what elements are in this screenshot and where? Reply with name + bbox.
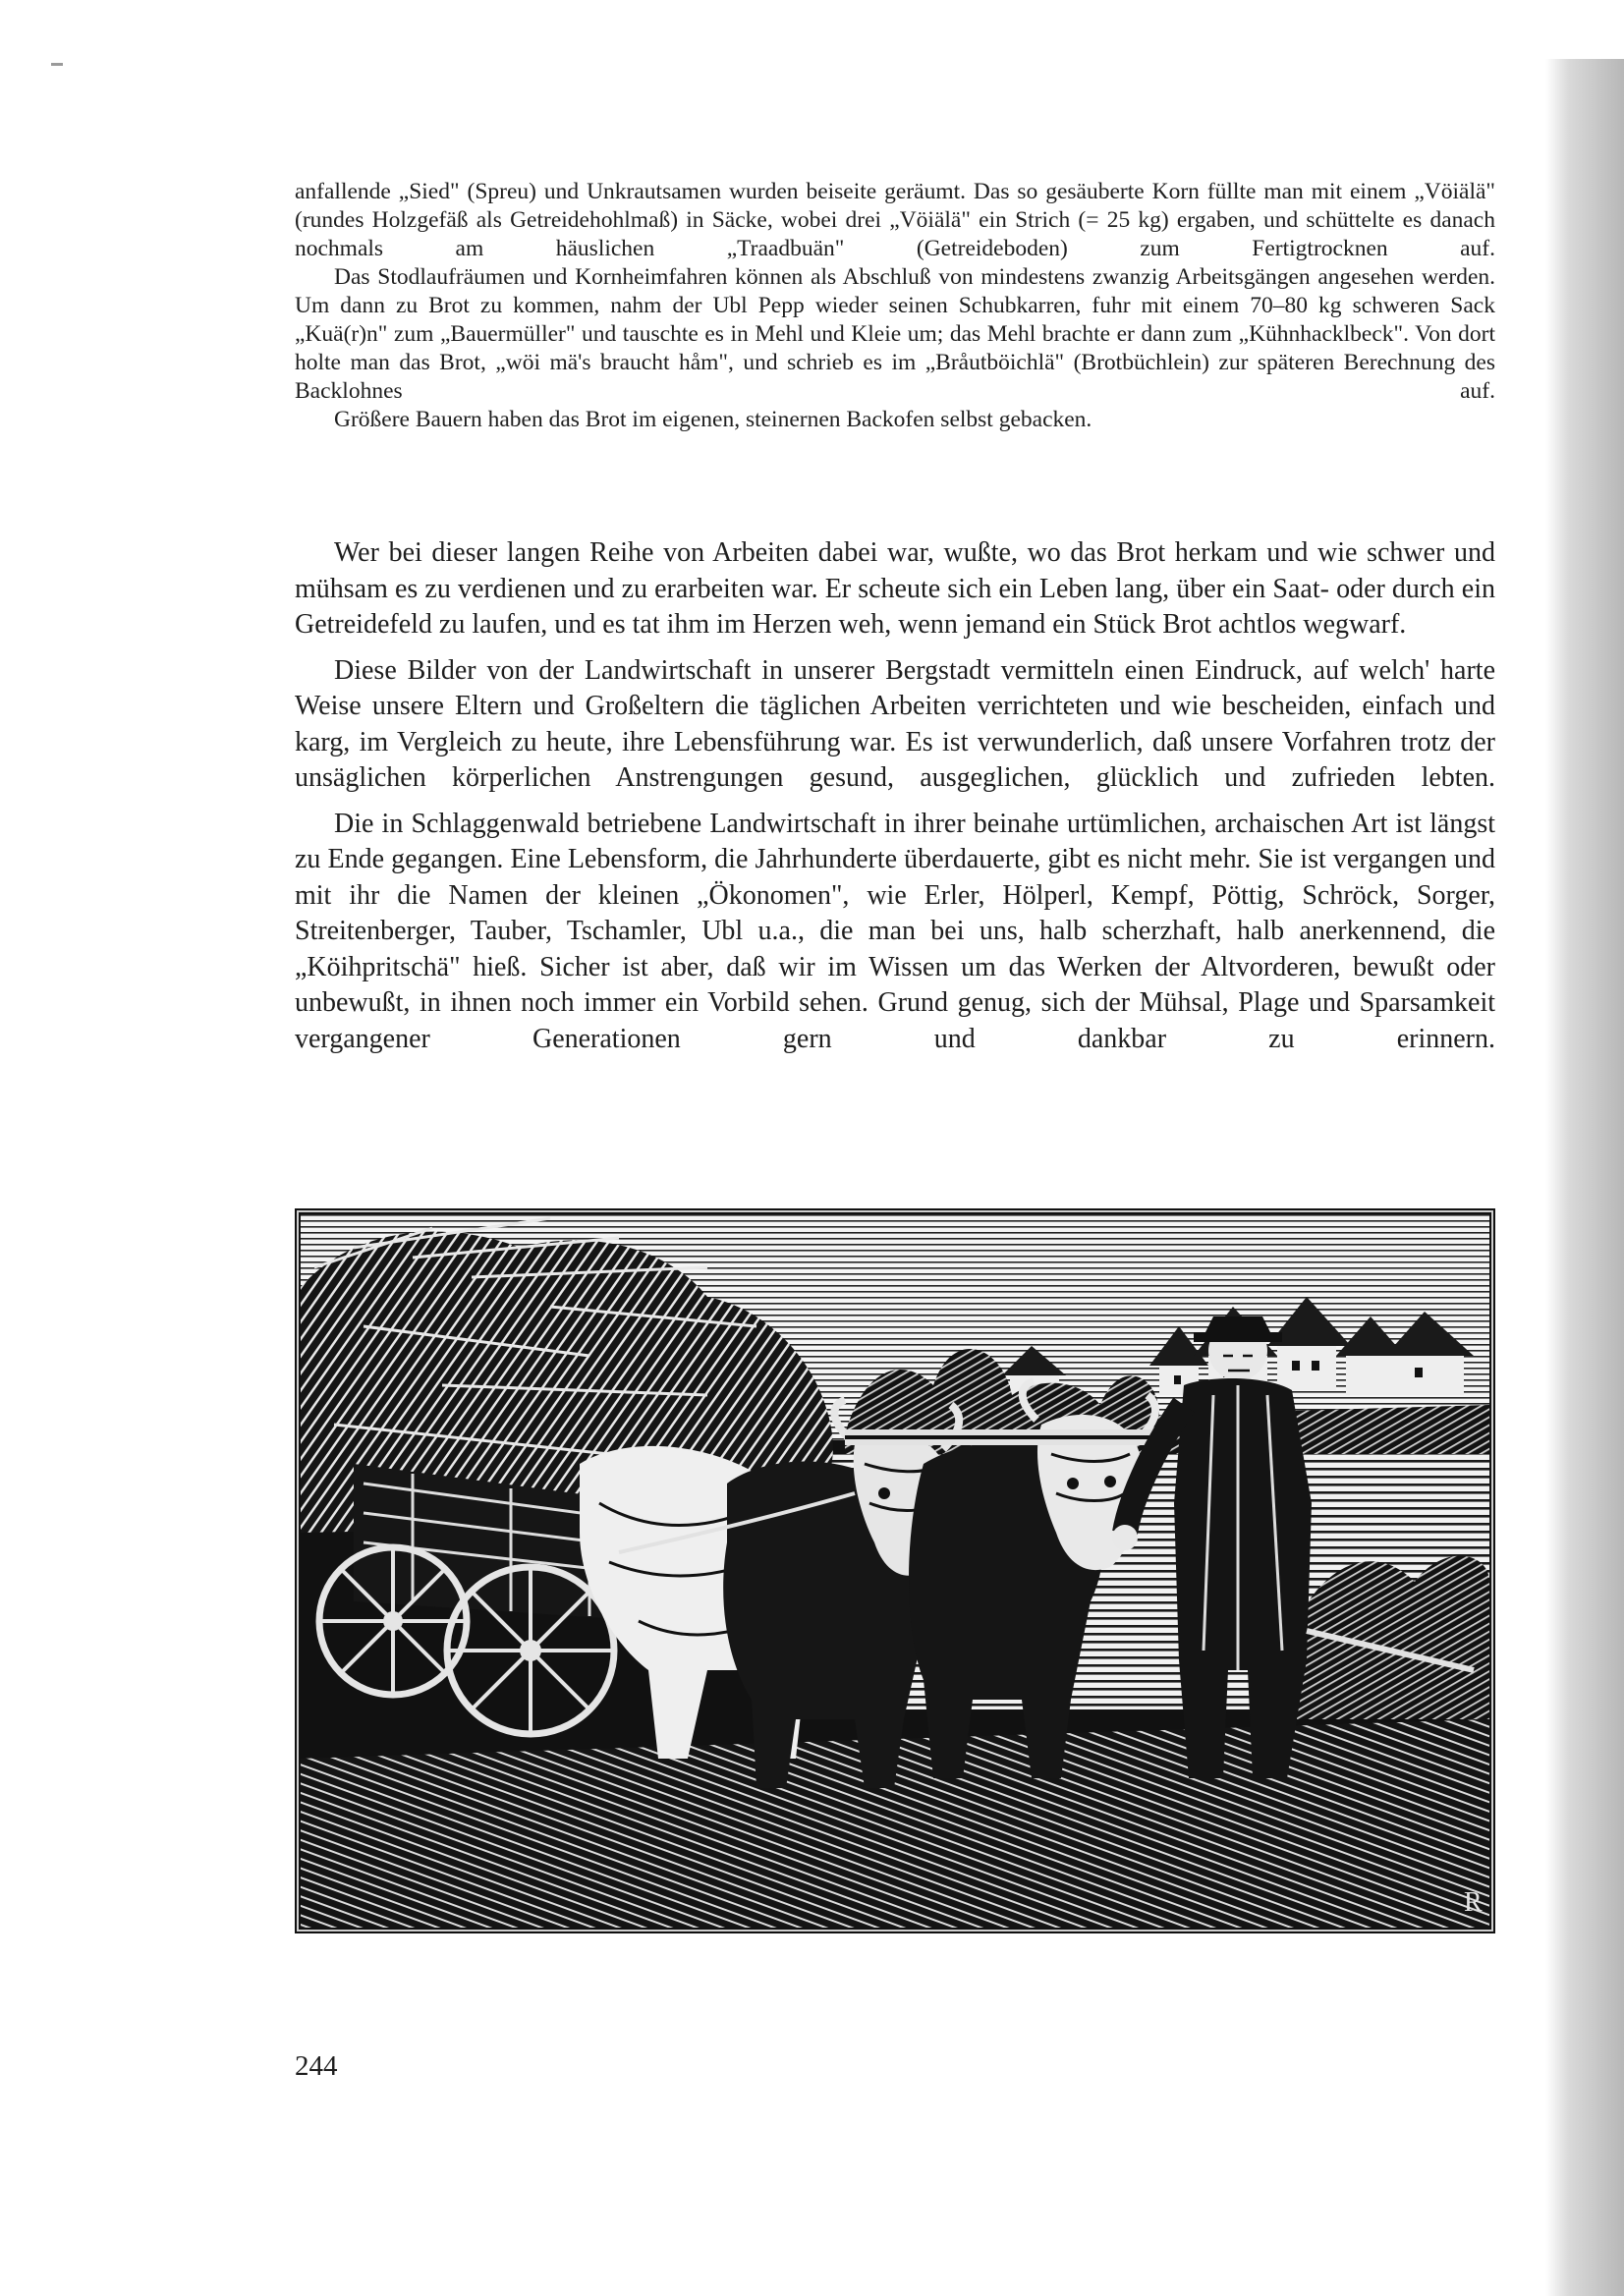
scan-edge [1545, 59, 1624, 2296]
paragraph-oven: Größere Bauern haben das Brot im eigenen, steinernen Backofen selbst gebacken. [334, 407, 1092, 432]
paragraph-bread: Das Stodlaufräumen und Kornheimfahren können als Abschluß von mindestens zwanzig Arbeitsgängen angesehen werden. Um dann zu Brot zu kommen, nahm der Ubl Pepp wieder seinen Schubkarren, fuhr mit einem 70–80 kg schweren Sack „Kuä(r)n" zum „Bauermüller" und tauschte es in Mehl und Kleie um; das Mehl brachte er dann zum „Kühnhacklbeck". Von dort holte man das Brot, „wöi mä's braucht håm", und schrieb es im „Bråutböichlä" (Brotbüchlein) zur späteren Berechnung des Backlohnes auf. [295, 264, 1495, 404]
scan-mark [51, 63, 63, 66]
paragraph-labour: Wer bei dieser langen Reihe von Arbeiten dabei war, wußte, wo das Brot herkam und wie schwer und mühsam es zu verdienen und zu erarbeiten war. Er scheute sich ein Leben lang, über ein Saat- oder durch ein Getreidefeld zu laufen, und es tat ihm im Herzen weh, wenn jemand ein Stück Brot achtlos wegwarf. [295, 537, 1495, 640]
woodcut-ox-cart-illustration [295, 1208, 1495, 1933]
paragraph-images: Diese Bilder von der Landwirtschaft in unserer Bergstadt vermitteln einen Eindruck, auf welch' harte Weise unsere Eltern und Großeltern die täglichen Arbeiten verrichteten und wie bescheiden, einfach und karg, im Vergleich zu heute, ihre Lebensführung war. Es ist verwunderlich, daß unsere Vorfahren trotz der unsäglichen körperlichen Anstrengungen gesund, ausgeglichen, glücklich und zufrieden lebten. [295, 654, 1495, 793]
text-block-small [295, 178, 1495, 434]
artist-monogram: R [1464, 1887, 1483, 1918]
paragraph-schlaggenwald: Die in Schlaggenwald betriebene Landwirtschaft in ihrer beinahe urtümlichen, archaischen Art ist längst zu Ende gegangen. Eine Lebensform, die Jahrhunderte überdauerte, gibt es nicht mehr. Sie ist vergangen und mit ihr die Namen der kleinen „Ökonomen", wie Erler, Hölperl, Kempf, Pöttig, Schröck, Sorger, Streitenberger, Tauber, Tschamler, Ubl u.a., die man bei uns, halb scherzhaft, halb anerkennend, die „Köihpritschä" hieß. Sicher ist aber, daß wir im Wissen um das Werken der Altvorderen, bewußt oder unbewußt, in ihnen noch immer ein Vorbild sehen. Grund genug, sich der Mühsal, Plage und Sparsamkeit vergangener Generationen gern und dankbar zu erinnern. [295, 808, 1495, 1054]
paragraph-threshing: anfallende „Sied" (Spreu) und Unkrautsamen wurden beiseite geräumt. Das so gesäuberte Korn füllte man mit einem „Vöiälä" (rundes Holzgefäß als Getreidehohlmaß) in Säcke, wobei drei „Vöiälä" ein Strich (= 25 kg) ergaben, und schüttelte es danach nochmals am häuslichen „Traadbuän" (Getreideboden) zum Fertigtrocknen auf. [295, 179, 1495, 261]
text-block-large [295, 535, 1495, 1057]
page-number: 244 [295, 2050, 338, 2082]
